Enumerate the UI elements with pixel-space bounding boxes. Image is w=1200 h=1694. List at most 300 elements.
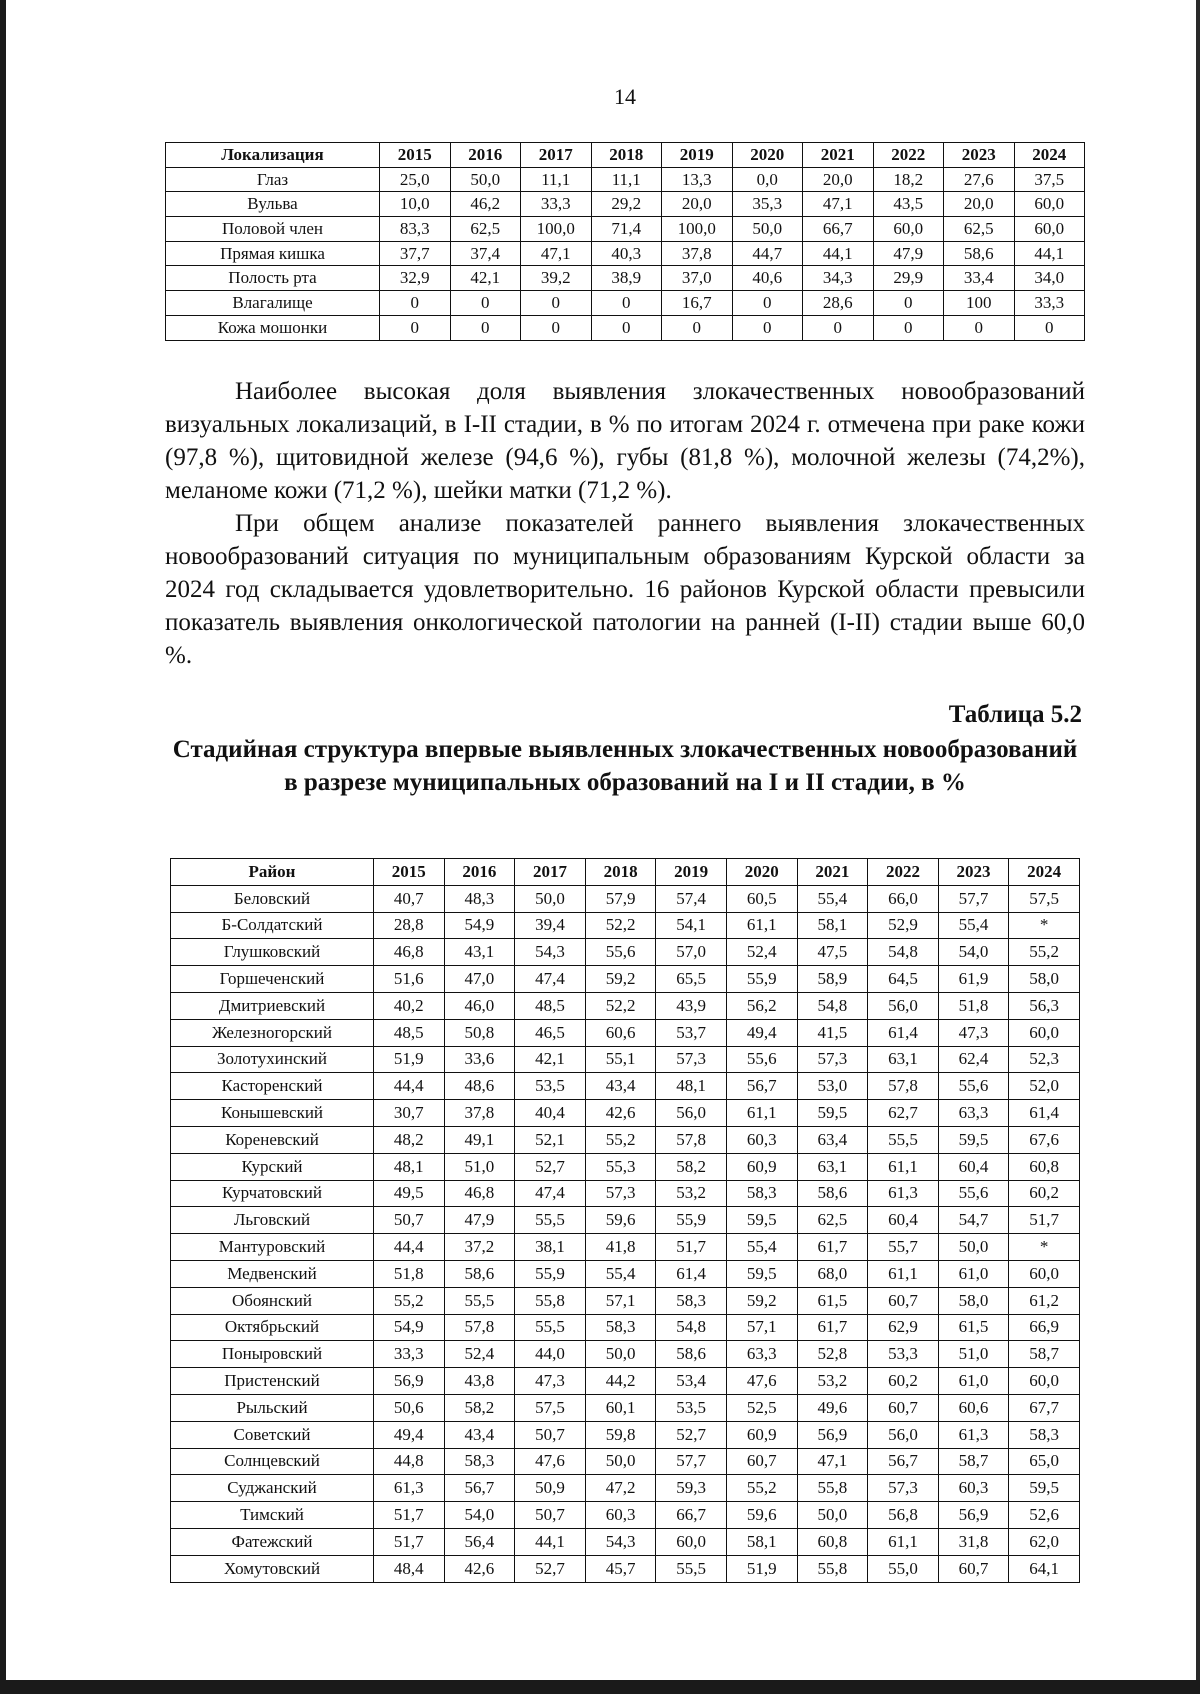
value-cell: 44,7: [732, 241, 803, 266]
value-cell: 62,5: [944, 217, 1015, 242]
row-label-cell: Б-Солдатский: [171, 912, 374, 939]
value-cell: 46,8: [444, 1180, 515, 1207]
value-cell: 44,4: [374, 1234, 445, 1261]
table-row: [171, 1448, 1080, 1475]
value-cell: 43,9: [656, 992, 727, 1019]
table-header-row: [166, 143, 1085, 168]
value-cell: 58,6: [656, 1341, 727, 1368]
table-title: Стадийная структура впервые выявленных злокачественных новообразований в разрезе муниципальных образований на I и II стадии, в %: [172, 736, 1078, 796]
value-cell: 45,7: [585, 1555, 656, 1582]
value-cell: 51,0: [444, 1153, 515, 1180]
row-label-cell: Мантуровский: [171, 1234, 374, 1261]
table-row: [171, 1100, 1080, 1127]
value-cell: 57,5: [1009, 885, 1080, 912]
table-row: [171, 1260, 1080, 1287]
value-cell: 55,4: [797, 885, 868, 912]
value-cell: 61,1: [726, 912, 797, 939]
table-row: [166, 217, 1085, 242]
value-cell: 61,3: [938, 1421, 1009, 1448]
value-cell: 55,4: [726, 1234, 797, 1261]
row-label-cell: Влагалище: [166, 291, 380, 316]
value-cell: 43,4: [444, 1421, 515, 1448]
value-cell: 63,1: [868, 1046, 939, 1073]
value-cell: 0: [732, 291, 803, 316]
value-cell: 42,6: [444, 1555, 515, 1582]
value-cell: 56,7: [726, 1073, 797, 1100]
value-cell: 61,7: [797, 1314, 868, 1341]
value-cell: 57,9: [585, 885, 656, 912]
value-cell: 52,4: [444, 1341, 515, 1368]
value-cell: 37,7: [380, 241, 451, 266]
column-header: 2020: [732, 143, 803, 168]
value-cell: 62,5: [450, 217, 521, 242]
value-cell: 46,8: [374, 939, 445, 966]
value-cell: 30,7: [374, 1100, 445, 1127]
value-cell: 56,4: [444, 1528, 515, 1555]
value-cell: 47,9: [873, 241, 944, 266]
value-cell: 58,2: [444, 1394, 515, 1421]
value-cell: 83,3: [380, 217, 451, 242]
value-cell: 28,8: [374, 912, 445, 939]
value-cell: 42,1: [515, 1046, 586, 1073]
value-cell: 61,3: [868, 1180, 939, 1207]
value-cell: 41,5: [797, 1019, 868, 1046]
value-cell: 64,5: [868, 966, 939, 993]
value-cell: 68,0: [797, 1260, 868, 1287]
value-cell: 51,7: [374, 1528, 445, 1555]
column-header: 2021: [797, 859, 868, 886]
value-cell: 54,0: [444, 1502, 515, 1529]
value-cell: 47,6: [515, 1448, 586, 1475]
value-cell: 55,5: [515, 1207, 586, 1234]
value-cell: 61,0: [938, 1368, 1009, 1395]
value-cell: 54,3: [515, 939, 586, 966]
value-cell: 37,0: [662, 266, 733, 291]
value-cell: 0: [380, 315, 451, 340]
table-row: [171, 1073, 1080, 1100]
value-cell: 54,7: [938, 1207, 1009, 1234]
value-cell: 48,5: [515, 992, 586, 1019]
value-cell: 58,3: [444, 1448, 515, 1475]
value-cell: 58,6: [944, 241, 1015, 266]
value-cell: 60,2: [1009, 1180, 1080, 1207]
value-cell: 44,8: [374, 1448, 445, 1475]
value-cell: 37,5: [1014, 167, 1085, 192]
table-row: [166, 192, 1085, 217]
row-label-cell: Прямая кишка: [166, 241, 380, 266]
value-cell: 63,3: [938, 1100, 1009, 1127]
value-cell: 52,9: [868, 912, 939, 939]
value-cell: 60,0: [656, 1528, 727, 1555]
row-label-cell: Октябрьский: [171, 1314, 374, 1341]
value-cell: 59,5: [797, 1100, 868, 1127]
column-header: 2017: [521, 143, 592, 168]
column-header: Район: [171, 859, 374, 886]
value-cell: 55,5: [444, 1287, 515, 1314]
value-cell: 58,0: [938, 1287, 1009, 1314]
value-cell: 60,6: [938, 1394, 1009, 1421]
value-cell: 51,7: [374, 1502, 445, 1529]
value-cell: 47,4: [515, 966, 586, 993]
table-row: [171, 1341, 1080, 1368]
value-cell: 61,3: [374, 1475, 445, 1502]
value-cell: 55,1: [585, 1046, 656, 1073]
value-cell: 43,5: [873, 192, 944, 217]
value-cell: 60,3: [938, 1475, 1009, 1502]
row-label-cell: Глушковский: [171, 939, 374, 966]
value-cell: 57,0: [656, 939, 727, 966]
value-cell: 33,3: [374, 1341, 445, 1368]
column-header: Локализация: [166, 143, 380, 168]
value-cell: 47,3: [515, 1368, 586, 1395]
row-label-cell: Конышевский: [171, 1100, 374, 1127]
value-cell: 41,8: [585, 1234, 656, 1261]
row-label-cell: Вульва: [166, 192, 380, 217]
value-cell: 59,2: [726, 1287, 797, 1314]
value-cell: 57,3: [656, 1046, 727, 1073]
value-cell: 59,6: [726, 1502, 797, 1529]
value-cell: 55,8: [797, 1475, 868, 1502]
value-cell: 52,8: [797, 1341, 868, 1368]
value-cell: 55,6: [726, 1046, 797, 1073]
value-cell: 47,3: [938, 1019, 1009, 1046]
column-header: 2023: [944, 143, 1015, 168]
value-cell: 47,1: [797, 1448, 868, 1475]
row-label-cell: Фатежский: [171, 1528, 374, 1555]
value-cell: 58,7: [938, 1448, 1009, 1475]
value-cell: 53,4: [656, 1368, 727, 1395]
value-cell: 61,1: [726, 1100, 797, 1127]
value-cell: 52,7: [515, 1153, 586, 1180]
value-cell: 25,0: [380, 167, 451, 192]
table-row: [171, 1421, 1080, 1448]
value-cell: 0: [803, 315, 874, 340]
value-cell: 53,0: [797, 1073, 868, 1100]
value-cell: 57,7: [938, 885, 1009, 912]
value-cell: 62,7: [868, 1100, 939, 1127]
value-cell: 60,0: [1014, 192, 1085, 217]
value-cell: 50,0: [515, 885, 586, 912]
value-cell: 55,8: [797, 1555, 868, 1582]
value-cell: 16,7: [662, 291, 733, 316]
value-cell: 44,2: [585, 1368, 656, 1395]
row-label-cell: Поныровский: [171, 1341, 374, 1368]
value-cell: 55,4: [938, 912, 1009, 939]
value-cell: 33,3: [521, 192, 592, 217]
value-cell: 60,6: [585, 1019, 656, 1046]
paragraph-visual-localizations: Наиболее высокая доля выявления злокачественных новообразований визуальных локализаций, в I-II стадии, в % по итогам 2024 г. отмечена при раке кожи (97,8 %), щитовидной железе (94,6 %), губы (81,8 %), молочной железы (74,2%), меланоме кожи (71,2 %), шейки матки (71,2 %).: [165, 378, 1085, 504]
value-cell: 55,2: [585, 1126, 656, 1153]
value-cell: 52,4: [726, 939, 797, 966]
column-header: 2021: [803, 143, 874, 168]
table-label: Таблица 5.2: [948, 701, 1082, 728]
value-cell: 50,7: [515, 1502, 586, 1529]
value-cell: 18,2: [873, 167, 944, 192]
value-cell: 65,0: [1009, 1448, 1080, 1475]
value-cell: 0: [873, 291, 944, 316]
value-cell: 56,7: [444, 1475, 515, 1502]
value-cell: 52,2: [585, 912, 656, 939]
value-cell: 34,3: [803, 266, 874, 291]
value-cell: 57,1: [726, 1314, 797, 1341]
value-cell: 49,5: [374, 1180, 445, 1207]
value-cell: 59,8: [585, 1421, 656, 1448]
value-cell: 50,0: [797, 1502, 868, 1529]
table-row: [171, 1502, 1080, 1529]
value-cell: 49,6: [797, 1394, 868, 1421]
value-cell: 48,3: [444, 885, 515, 912]
value-cell: 55,7: [868, 1234, 939, 1261]
value-cell: 56,7: [868, 1448, 939, 1475]
value-cell: 55,2: [726, 1475, 797, 1502]
value-cell: 61,1: [868, 1528, 939, 1555]
value-cell: 44,1: [1014, 241, 1085, 266]
value-cell: 55,6: [938, 1180, 1009, 1207]
value-cell: 11,1: [591, 167, 662, 192]
table-row: [171, 1314, 1080, 1341]
value-cell: 63,1: [797, 1153, 868, 1180]
value-cell: 52,6: [1009, 1502, 1080, 1529]
value-cell: 35,3: [732, 192, 803, 217]
row-label-cell: Дмитриевский: [171, 992, 374, 1019]
value-cell: 60,7: [726, 1448, 797, 1475]
value-cell: 50,9: [515, 1475, 586, 1502]
value-cell: 0: [450, 315, 521, 340]
value-cell: 52,7: [656, 1421, 727, 1448]
value-cell: 55,3: [585, 1153, 656, 1180]
value-cell: 40,7: [374, 885, 445, 912]
value-cell: 59,2: [585, 966, 656, 993]
value-cell: 55,2: [374, 1287, 445, 1314]
value-cell: 55,8: [515, 1287, 586, 1314]
value-cell: 57,5: [515, 1394, 586, 1421]
value-cell: 61,5: [797, 1287, 868, 1314]
row-label-cell: Хомутовский: [171, 1555, 374, 1582]
value-cell: 55,6: [938, 1073, 1009, 1100]
value-cell: 56,8: [868, 1502, 939, 1529]
value-cell: 42,6: [585, 1100, 656, 1127]
row-label-cell: Горшеченский: [171, 966, 374, 993]
value-cell: 61,4: [868, 1019, 939, 1046]
value-cell: 0: [591, 291, 662, 316]
table-row: [171, 1019, 1080, 1046]
value-cell: 58,9: [797, 966, 868, 993]
value-cell: 0: [450, 291, 521, 316]
value-cell: 0: [521, 291, 592, 316]
value-cell: 47,0: [444, 966, 515, 993]
value-cell: 54,8: [656, 1314, 727, 1341]
row-label-cell: Обоянский: [171, 1287, 374, 1314]
value-cell: 47,1: [521, 241, 592, 266]
column-header: 2022: [868, 859, 939, 886]
value-cell: 51,0: [938, 1341, 1009, 1368]
value-cell: 54,8: [868, 939, 939, 966]
value-cell: 34,0: [1014, 266, 1085, 291]
row-label-cell: Тимский: [171, 1502, 374, 1529]
value-cell: 40,2: [374, 992, 445, 1019]
value-cell: 55,9: [656, 1207, 727, 1234]
value-cell: 54,8: [797, 992, 868, 1019]
value-cell: 48,4: [374, 1555, 445, 1582]
value-cell: 53,3: [868, 1341, 939, 1368]
value-cell: 50,0: [585, 1341, 656, 1368]
value-cell: 55,4: [585, 1260, 656, 1287]
value-cell: 59,5: [1009, 1475, 1080, 1502]
value-cell: 56,2: [726, 992, 797, 1019]
value-cell: 66,7: [656, 1502, 727, 1529]
row-label-cell: Медвенский: [171, 1260, 374, 1287]
value-cell: 54,0: [938, 939, 1009, 966]
value-cell: 71,4: [591, 217, 662, 242]
column-header: 2019: [662, 143, 733, 168]
value-cell: *: [1009, 912, 1080, 939]
value-cell: 47,5: [797, 939, 868, 966]
value-cell: 40,6: [732, 266, 803, 291]
value-cell: 57,8: [444, 1314, 515, 1341]
table-row: [171, 1046, 1080, 1073]
value-cell: 60,7: [868, 1394, 939, 1421]
value-cell: 52,5: [726, 1394, 797, 1421]
value-cell: 60,9: [726, 1153, 797, 1180]
value-cell: 67,7: [1009, 1394, 1080, 1421]
value-cell: 57,3: [797, 1046, 868, 1073]
value-cell: 52,1: [515, 1126, 586, 1153]
row-label-cell: Касторенский: [171, 1073, 374, 1100]
value-cell: 53,2: [656, 1180, 727, 1207]
value-cell: 60,1: [585, 1394, 656, 1421]
value-cell: 56,0: [868, 1421, 939, 1448]
value-cell: 50,0: [938, 1234, 1009, 1261]
value-cell: 43,1: [444, 939, 515, 966]
row-label-cell: Полость рта: [166, 266, 380, 291]
page-number: 14: [614, 84, 636, 109]
row-label-cell: Беловский: [171, 885, 374, 912]
value-cell: 28,6: [803, 291, 874, 316]
table-row: [166, 266, 1085, 291]
value-cell: 51,7: [1009, 1207, 1080, 1234]
table-row: [171, 939, 1080, 966]
value-cell: 61,1: [868, 1153, 939, 1180]
scan-edge-right: [1196, 0, 1200, 1694]
value-cell: 0: [1014, 315, 1085, 340]
value-cell: 66,0: [868, 885, 939, 912]
value-cell: 53,5: [656, 1394, 727, 1421]
table-row: [166, 241, 1085, 266]
value-cell: 59,3: [656, 1475, 727, 1502]
value-cell: 66,7: [803, 217, 874, 242]
value-cell: 57,8: [868, 1073, 939, 1100]
value-cell: 39,2: [521, 266, 592, 291]
value-cell: 46,5: [515, 1019, 586, 1046]
table-row: [171, 966, 1080, 993]
value-cell: 37,2: [444, 1234, 515, 1261]
value-cell: 0: [591, 315, 662, 340]
value-cell: 0: [380, 291, 451, 316]
value-cell: 60,8: [797, 1528, 868, 1555]
table-row: [171, 992, 1080, 1019]
table-row: [171, 1555, 1080, 1582]
value-cell: 66,9: [1009, 1314, 1080, 1341]
value-cell: 10,0: [380, 192, 451, 217]
value-cell: 60,7: [868, 1287, 939, 1314]
value-cell: 46,2: [450, 192, 521, 217]
column-header: 2015: [374, 859, 445, 886]
value-cell: 56,9: [797, 1421, 868, 1448]
value-cell: 47,1: [803, 192, 874, 217]
value-cell: 60,2: [868, 1368, 939, 1395]
table-row: [166, 167, 1085, 192]
row-label-cell: Кореневский: [171, 1126, 374, 1153]
column-header: 2024: [1009, 859, 1080, 886]
column-header: 2018: [591, 143, 662, 168]
value-cell: 0: [944, 315, 1015, 340]
value-cell: 49,1: [444, 1126, 515, 1153]
value-cell: 61,2: [1009, 1287, 1080, 1314]
value-cell: 0: [521, 315, 592, 340]
table-header-row: [171, 859, 1080, 886]
row-label-cell: Льговский: [171, 1207, 374, 1234]
value-cell: 48,6: [444, 1073, 515, 1100]
value-cell: 48,2: [374, 1126, 445, 1153]
value-cell: 60,0: [873, 217, 944, 242]
row-label-cell: Пристенский: [171, 1368, 374, 1395]
row-label-cell: Советский: [171, 1421, 374, 1448]
value-cell: 0: [662, 315, 733, 340]
value-cell: 54,1: [656, 912, 727, 939]
value-cell: 52,0: [1009, 1073, 1080, 1100]
value-cell: 57,4: [656, 885, 727, 912]
table-row: [171, 885, 1080, 912]
value-cell: 55,9: [515, 1260, 586, 1287]
value-cell: 57,3: [585, 1180, 656, 1207]
table-row: [171, 1368, 1080, 1395]
table-row: [171, 1287, 1080, 1314]
value-cell: 39,4: [515, 912, 586, 939]
value-cell: 50,0: [450, 167, 521, 192]
table-row: [166, 315, 1085, 340]
value-cell: 60,3: [726, 1126, 797, 1153]
value-cell: 47,9: [444, 1207, 515, 1234]
value-cell: 58,6: [444, 1260, 515, 1287]
value-cell: 57,8: [656, 1126, 727, 1153]
value-cell: 0: [732, 315, 803, 340]
value-cell: 56,9: [374, 1368, 445, 1395]
value-cell: 20,0: [803, 167, 874, 192]
value-cell: 53,7: [656, 1019, 727, 1046]
column-header: 2015: [380, 143, 451, 168]
value-cell: 61,4: [1009, 1100, 1080, 1127]
value-cell: 54,9: [444, 912, 515, 939]
value-cell: 51,6: [374, 966, 445, 993]
value-cell: 0: [873, 315, 944, 340]
column-header: 2016: [444, 859, 515, 886]
value-cell: 48,5: [374, 1019, 445, 1046]
value-cell: 50,0: [732, 217, 803, 242]
value-cell: 44,4: [374, 1073, 445, 1100]
value-cell: 44,1: [803, 241, 874, 266]
row-label-cell: Солнцевский: [171, 1448, 374, 1475]
value-cell: 47,6: [726, 1368, 797, 1395]
value-cell: 55,9: [726, 966, 797, 993]
value-cell: 33,6: [444, 1046, 515, 1073]
value-cell: 53,2: [797, 1368, 868, 1395]
value-cell: 50,7: [374, 1207, 445, 1234]
value-cell: 54,3: [585, 1528, 656, 1555]
value-cell: 42,1: [450, 266, 521, 291]
row-label-cell: Курчатовский: [171, 1180, 374, 1207]
value-cell: 13,3: [662, 167, 733, 192]
value-cell: 60,0: [1009, 1019, 1080, 1046]
